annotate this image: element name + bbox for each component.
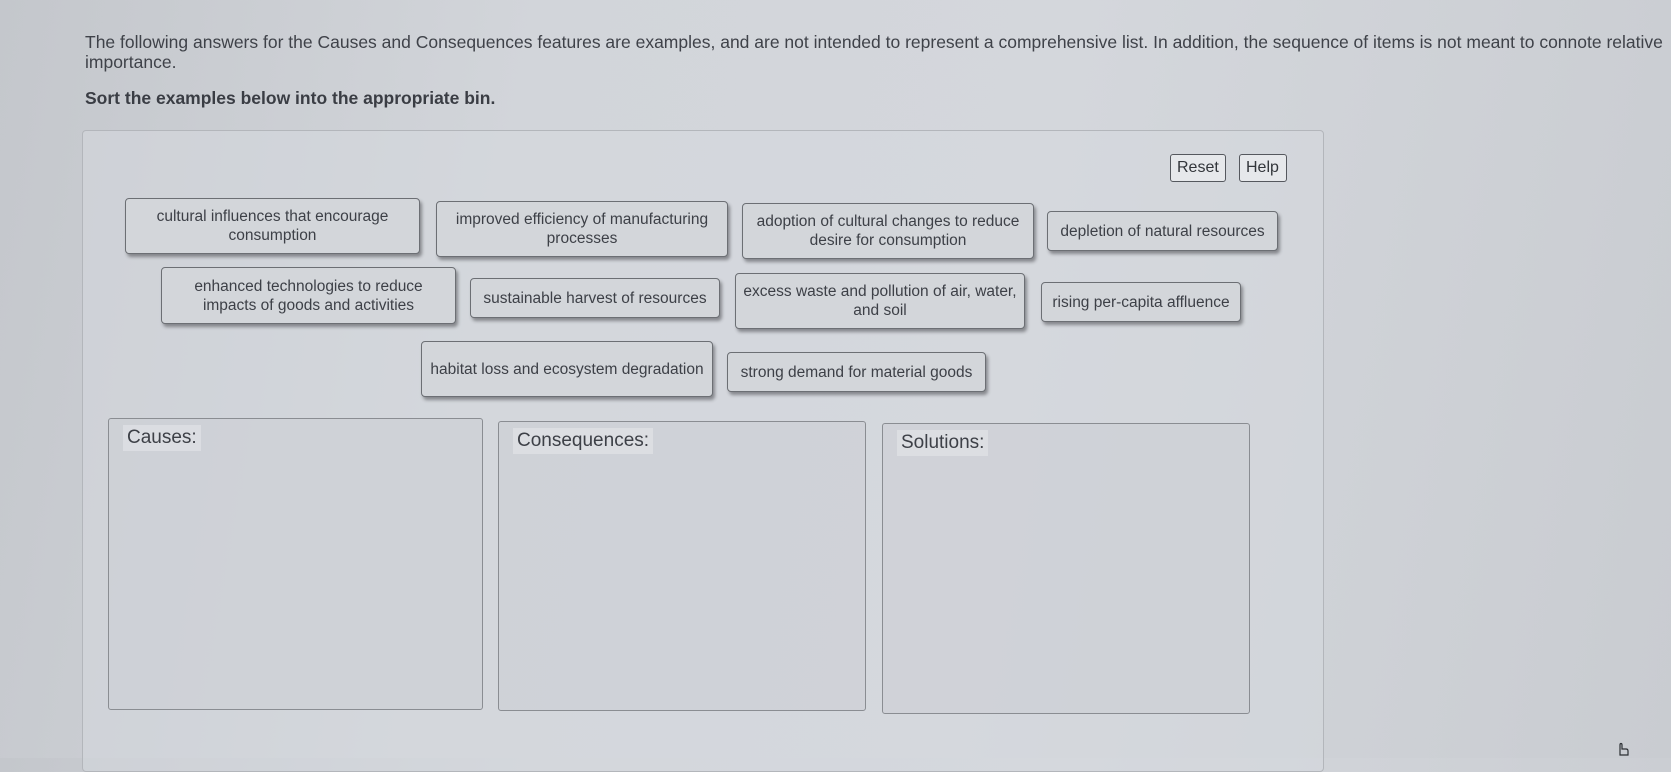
draggable-card[interactable]: improved efficiency of manufacturing processes (436, 201, 728, 257)
solutions-bin[interactable] (882, 423, 1250, 714)
sort-prompt: Sort the examples below into the appropriate bin. (85, 88, 496, 108)
consequences-bin-label: Consequences: (513, 428, 653, 454)
draggable-card[interactable]: rising per-capita affluence (1041, 282, 1241, 322)
instructions-text: The following answers for the Causes and Consequences features are examples, and are not intended to represent a comprehensive list. In addition, the sequence of items is not meant to connote relative importance. (85, 32, 1663, 72)
reset-button[interactable]: Reset (1170, 154, 1226, 182)
draggable-card[interactable]: sustainable harvest of resources (470, 278, 720, 318)
hand-cursor-icon (1616, 742, 1630, 756)
draggable-card[interactable]: adoption of cultural changes to reduce desire for consumption (742, 203, 1034, 259)
consequences-bin[interactable] (498, 421, 866, 711)
draggable-card[interactable]: excess waste and pollution of air, water, and soil (735, 273, 1025, 329)
draggable-card[interactable]: strong demand for material goods (727, 352, 986, 392)
draggable-card[interactable]: cultural influences that encourage consumption (125, 198, 420, 254)
draggable-card[interactable]: habitat loss and ecosystem degradation (421, 341, 713, 397)
draggable-card[interactable]: depletion of natural resources (1047, 211, 1278, 251)
causes-bin-label: Causes: (123, 425, 201, 451)
solutions-bin-label: Solutions: (897, 430, 988, 456)
draggable-card[interactable]: enhanced technologies to reduce impacts of goods and activities (161, 267, 456, 324)
help-button[interactable]: Help (1239, 154, 1287, 182)
causes-bin[interactable] (108, 418, 483, 710)
